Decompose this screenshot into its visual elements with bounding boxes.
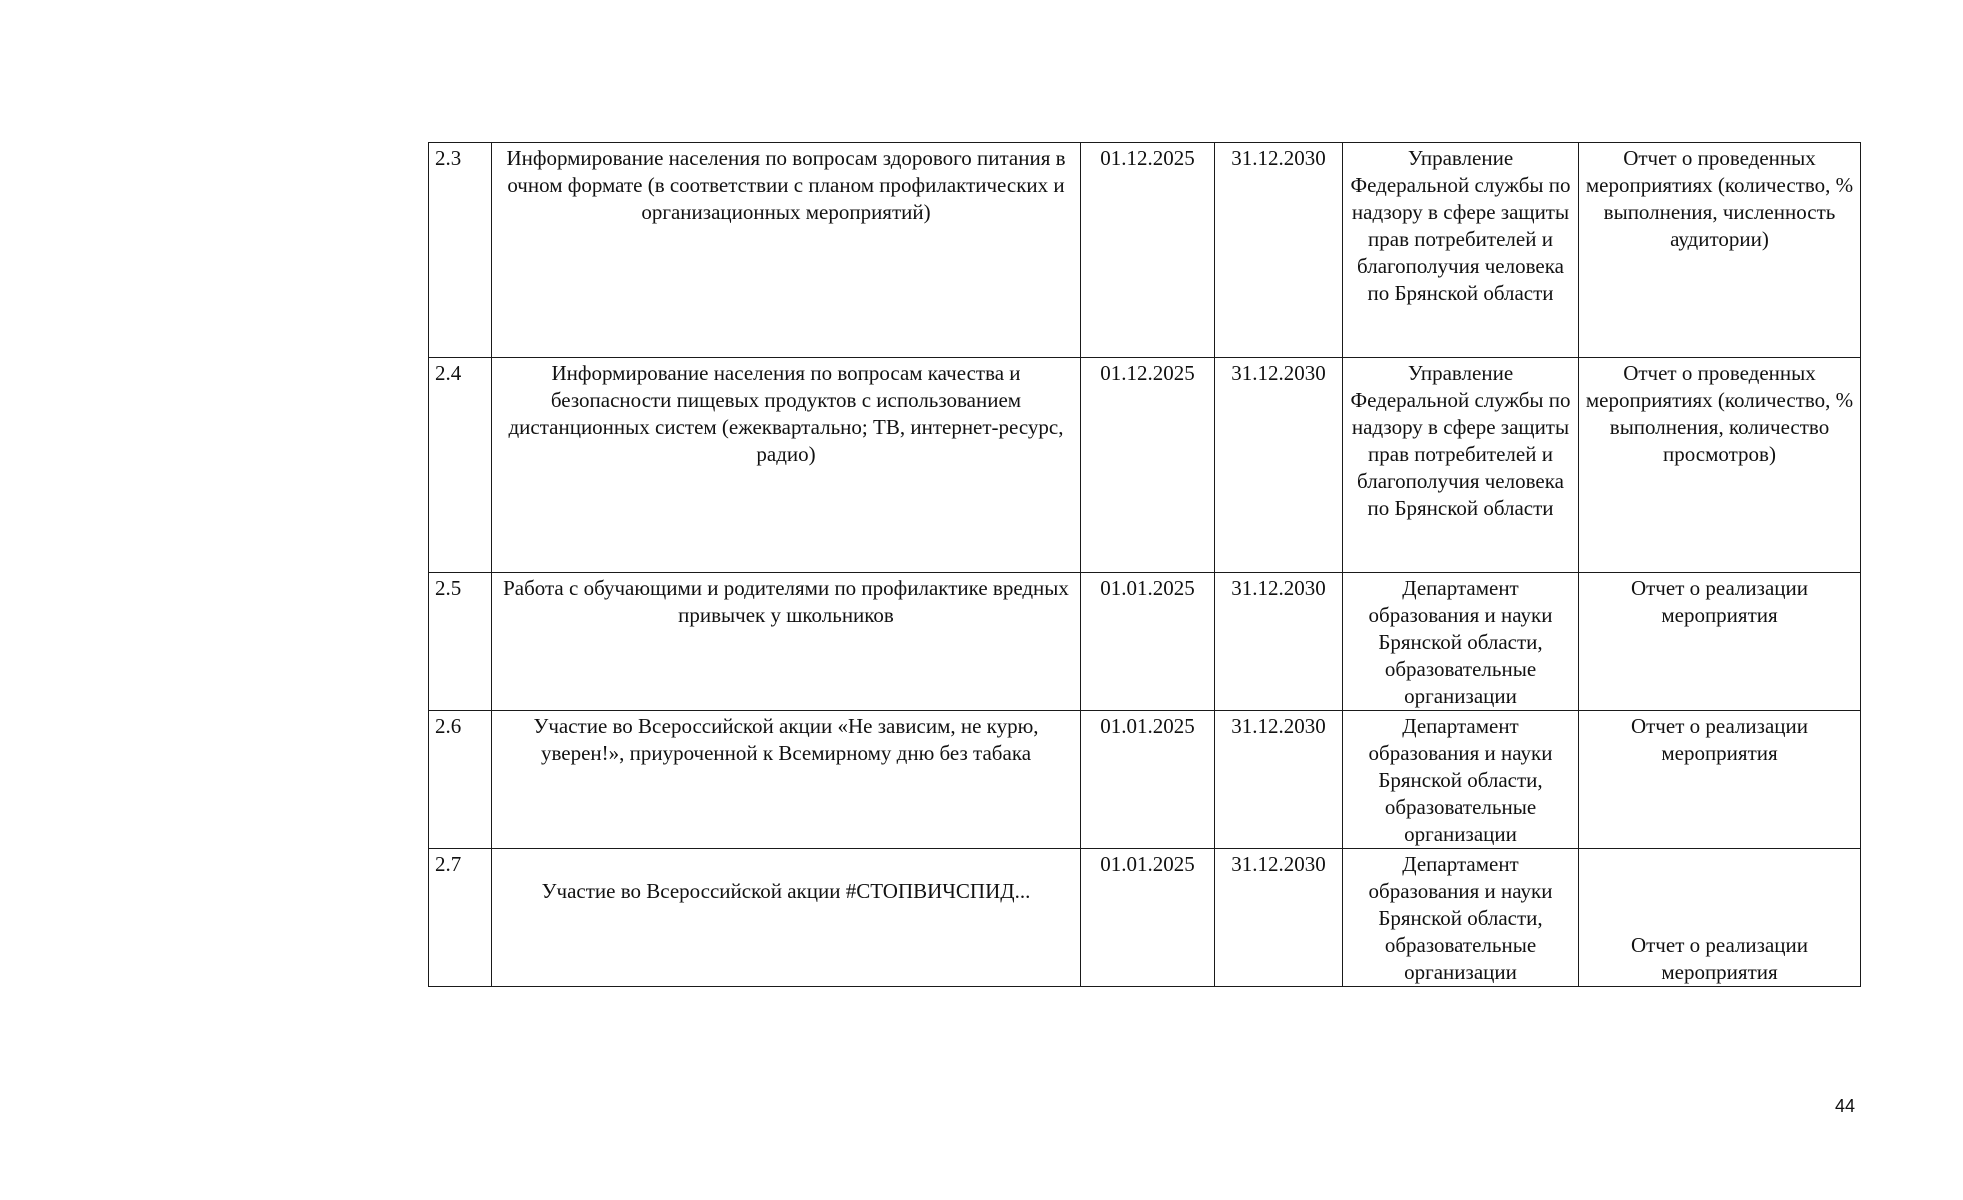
end-date: 31.12.2030 xyxy=(1215,358,1343,573)
report-form-cell xyxy=(1579,849,1861,987)
executor: Управление Федеральной службы по надзору в сфере защиты прав потребителей и благополучия человека по Брянской области xyxy=(1343,143,1579,358)
end-date: 31.12.2030 xyxy=(1215,143,1343,358)
report-form: Отчет о реализации мероприятия xyxy=(1579,711,1861,849)
end-date: 31.12.2030 xyxy=(1215,711,1343,849)
event-description-cell xyxy=(492,849,1081,987)
plan-table xyxy=(428,142,1861,987)
table-row xyxy=(429,849,1861,987)
table-row xyxy=(429,358,1861,573)
end-date: 31.12.2030 xyxy=(1215,573,1343,711)
table-row xyxy=(429,711,1861,849)
event-description: Работа с обучающими и родителями по профилактике вредных привычек у школьников xyxy=(492,573,1081,711)
event-description: Участие во Всероссийской акции #СТОПВИЧСПИД... xyxy=(541,879,1031,903)
row-number: 2.5 xyxy=(429,573,492,711)
start-date: 01.01.2025 xyxy=(1081,849,1215,987)
row-number: 2.7 xyxy=(429,849,492,987)
page-number: 44 xyxy=(1835,1096,1856,1116)
report-form: Отчет о реализации мероприятия xyxy=(1630,933,1809,984)
executor: Департамент образования и науки Брянской области, образовательные организации xyxy=(1343,573,1579,711)
table-row xyxy=(429,143,1861,358)
report-form: Отчет о проведенных мероприятиях (количество, % выполнения, количество просмотров) xyxy=(1579,358,1861,573)
end-date: 31.12.2030 xyxy=(1215,849,1343,987)
table-row xyxy=(429,573,1861,711)
executor: Департамент образования и науки Брянской области, образовательные организации xyxy=(1343,711,1579,849)
report-form: Отчет о реализации мероприятия xyxy=(1579,573,1861,711)
report-form: Отчет о проведенных мероприятиях (количество, % выполнения, численность аудитории) xyxy=(1579,143,1861,358)
event-description: Участие во Всероссийской акции «Не зависим, не курю, уверен!», приуроченной к Всемирному дню без табака xyxy=(492,711,1081,849)
row-number: 2.4 xyxy=(429,358,492,573)
start-date: 01.12.2025 xyxy=(1081,358,1215,573)
start-date: 01.01.2025 xyxy=(1081,711,1215,849)
start-date: 01.12.2025 xyxy=(1081,143,1215,358)
event-description: Информирование населения по вопросам здорового питания в очном формате (в соответствии с планом профилактических и организационных мероприятий) xyxy=(492,143,1081,358)
row-number: 2.6 xyxy=(429,711,492,849)
start-date: 01.01.2025 xyxy=(1081,573,1215,711)
row-number: 2.3 xyxy=(429,143,492,358)
executor: Управление Федеральной службы по надзору в сфере защиты прав потребителей и благополучия человека по Брянской области xyxy=(1343,358,1579,573)
event-description: Информирование населения по вопросам качества и безопасности пищевых продуктов с использованием дистанционных систем (ежеквартально; ТВ, интернет-ресурс, радио) xyxy=(492,358,1081,573)
executor: Департамент образования и науки Брянской области, образовательные организации xyxy=(1343,849,1579,987)
